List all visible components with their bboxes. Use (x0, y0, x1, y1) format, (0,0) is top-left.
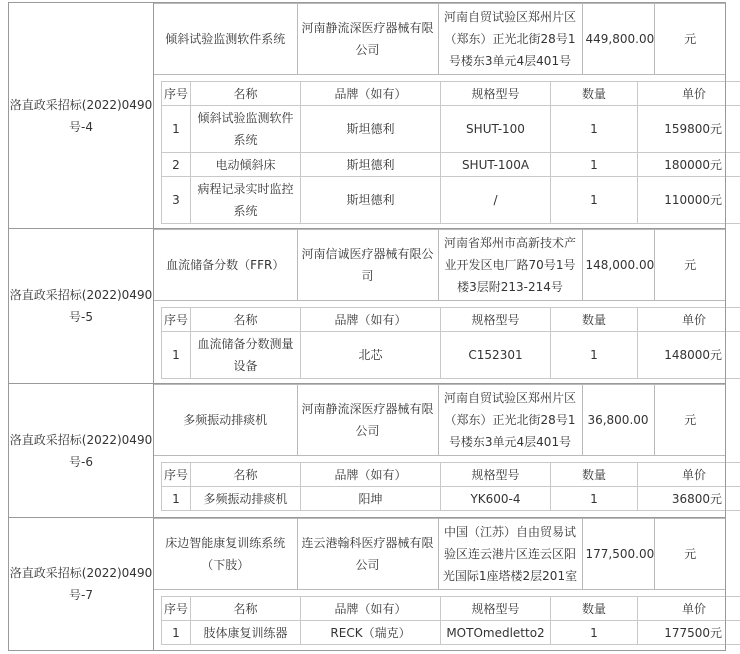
item-price-cell: 177500元 (638, 621, 740, 645)
supplier-name-cell: 连云港翰科医疗器械有限公司 (297, 519, 438, 590)
product-name-cell: 血流储备分数（FFR） (154, 230, 297, 301)
item-model-cell: SHUT-100 (441, 106, 551, 153)
items-table (161, 81, 740, 224)
award-amount-cell: 36,800.00 (582, 385, 654, 456)
supplier-address-cell: 河南省郑州市高新技术产业开发区电厂路70号1号楼3层附213-214号 (438, 230, 582, 301)
items-header-row (162, 463, 740, 487)
column-header: 数量 (551, 597, 638, 621)
item-quantity-cell: 1 (551, 487, 638, 511)
amount-unit-cell: 元 (654, 385, 726, 456)
product-name-cell: 床边智能康复训练系统（下肢） (154, 519, 297, 590)
item-row (162, 177, 740, 224)
column-header: 名称 (191, 82, 301, 106)
item-quantity-cell: 1 (551, 177, 638, 224)
column-header: 名称 (191, 597, 301, 621)
supplier-row (154, 4, 726, 75)
item-number-cell: 1 (162, 106, 191, 153)
procurement-results-table (8, 2, 726, 651)
supplier-name-cell: 河南静流深医疗器械有限公司 (297, 4, 438, 75)
column-header: 规格型号 (441, 463, 551, 487)
supplier-row (154, 519, 726, 590)
column-header: 单价 (638, 308, 740, 332)
item-number-cell: 1 (162, 332, 191, 379)
lot-row (9, 518, 726, 651)
item-name-cell: 病程记录实时监控系统 (191, 177, 301, 224)
lot-row (9, 229, 726, 384)
column-header: 单价 (638, 597, 740, 621)
item-model-cell: C152301 (441, 332, 551, 379)
lot-row (9, 384, 726, 518)
supplier-name-cell: 河南静流深医疗器械有限公司 (297, 385, 438, 456)
item-brand-cell: 阳坤 (301, 487, 441, 511)
item-quantity-cell: 1 (551, 332, 638, 379)
column-header: 单价 (638, 82, 740, 106)
column-header: 序号 (162, 463, 191, 487)
supplier-summary (154, 3, 726, 75)
item-number-cell: 1 (162, 487, 191, 511)
item-name-cell: 电动倾斜床 (191, 153, 301, 177)
supplier-address-cell: 中国（江苏）自由贸易试验区连云港片区连云区阳光国际1座塔楼2层201室 (438, 519, 582, 590)
supplier-summary (154, 518, 726, 590)
lot-number-cell: 洛直政采招标(2022)0490号-5 (9, 229, 154, 384)
supplier-address-cell: 河南自贸试验区郑州片区（郑东）正光北街28号1号楼东3单元4层401号 (438, 4, 582, 75)
item-price-cell: 180000元 (638, 153, 740, 177)
item-row (162, 621, 740, 645)
column-header: 单价 (638, 463, 740, 487)
item-quantity-cell: 1 (551, 106, 638, 153)
items-table (161, 462, 740, 511)
lot-content-cell (154, 384, 726, 518)
product-name-cell: 多频振动排痰机 (154, 385, 297, 456)
supplier-address-cell: 河南自贸试验区郑州片区（郑东）正光北街28号1号楼东3单元4层401号 (438, 385, 582, 456)
item-model-cell: SHUT-100A (441, 153, 551, 177)
item-row (162, 153, 740, 177)
supplier-row (154, 385, 726, 456)
items-header-row (162, 597, 740, 621)
item-row (162, 487, 740, 511)
items-table-wrapper (154, 75, 725, 228)
column-header: 数量 (551, 308, 638, 332)
supplier-row (154, 230, 726, 301)
supplier-summary (154, 384, 726, 456)
item-model-cell: / (441, 177, 551, 224)
column-header: 名称 (191, 308, 301, 332)
lot-content-cell (154, 518, 726, 651)
column-header: 品牌（如有） (301, 308, 441, 332)
column-header: 序号 (162, 82, 191, 106)
column-header: 数量 (551, 463, 638, 487)
item-price-cell: 148000元 (638, 332, 740, 379)
column-header: 规格型号 (441, 597, 551, 621)
column-header: 品牌（如有） (301, 597, 441, 621)
supplier-name-cell: 河南信诚医疗器械有限公司 (297, 230, 438, 301)
award-amount-cell: 449,800.00 (582, 4, 654, 75)
supplier-summary (154, 229, 726, 301)
item-quantity-cell: 1 (551, 621, 638, 645)
item-number-cell: 3 (162, 177, 191, 224)
award-amount-cell: 148,000.00 (582, 230, 654, 301)
column-header: 序号 (162, 597, 191, 621)
items-table-wrapper (154, 456, 725, 515)
item-quantity-cell: 1 (551, 153, 638, 177)
lot-content-cell (154, 229, 726, 384)
item-row (162, 106, 740, 153)
item-price-cell: 159800元 (638, 106, 740, 153)
item-number-cell: 1 (162, 621, 191, 645)
items-table (161, 307, 740, 379)
lot-number-cell: 洛直政采招标(2022)0490号-6 (9, 384, 154, 518)
column-header: 品牌（如有） (301, 82, 441, 106)
item-model-cell: YK600-4 (441, 487, 551, 511)
column-header: 名称 (191, 463, 301, 487)
item-name-cell: 倾斜试验监测软件系统 (191, 106, 301, 153)
item-number-cell: 2 (162, 153, 191, 177)
items-header-row (162, 308, 740, 332)
items-table-wrapper (154, 590, 725, 649)
lot-content-cell (154, 3, 726, 229)
column-header: 品牌（如有） (301, 463, 441, 487)
item-brand-cell: 斯坦德利 (301, 106, 441, 153)
product-name-cell: 倾斜试验监测软件系统 (154, 4, 297, 75)
award-amount-cell: 177,500.00 (582, 519, 654, 590)
amount-unit-cell: 元 (654, 519, 726, 590)
item-price-cell: 36800元 (638, 487, 740, 511)
item-brand-cell: 斯坦德利 (301, 153, 441, 177)
item-name-cell: 血流储备分数测量设备 (191, 332, 301, 379)
items-table (161, 596, 740, 645)
item-brand-cell: RECK（瑞克） (301, 621, 441, 645)
lot-row (9, 3, 726, 229)
lot-number-cell: 洛直政采招标(2022)0490号-4 (9, 3, 154, 229)
items-table-wrapper (154, 301, 725, 383)
item-brand-cell: 斯坦德利 (301, 177, 441, 224)
item-row (162, 332, 740, 379)
column-header: 规格型号 (441, 82, 551, 106)
column-header: 规格型号 (441, 308, 551, 332)
item-name-cell: 肢体康复训练器 (191, 621, 301, 645)
column-header: 数量 (551, 82, 638, 106)
amount-unit-cell: 元 (654, 4, 726, 75)
item-price-cell: 110000元 (638, 177, 740, 224)
amount-unit-cell: 元 (654, 230, 726, 301)
item-name-cell: 多频振动排痰机 (191, 487, 301, 511)
item-brand-cell: 北芯 (301, 332, 441, 379)
item-model-cell: MOTOmedletto2 (441, 621, 551, 645)
items-header-row (162, 82, 740, 106)
lot-number-cell: 洛直政采招标(2022)0490号-7 (9, 518, 154, 651)
column-header: 序号 (162, 308, 191, 332)
